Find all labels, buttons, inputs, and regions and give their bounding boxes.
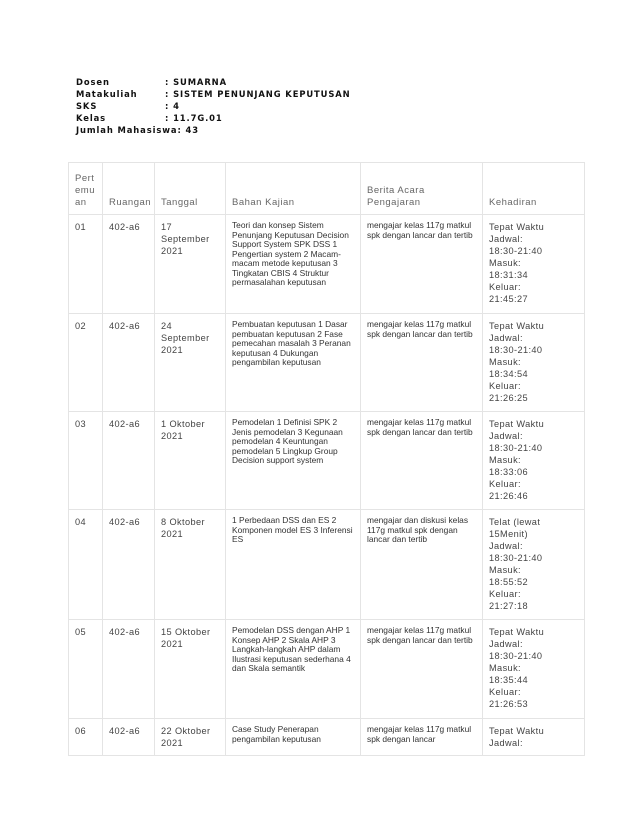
- cell-bahan-kajian: Case Study Penerapan pengambilan keputusan: [226, 719, 361, 756]
- info-label: Jumlah Mahasiswa: [76, 125, 178, 135]
- info-label: Matakuliah: [76, 89, 138, 99]
- info-value: : SUMARNA: [165, 77, 227, 87]
- info-value: : 4: [165, 101, 180, 111]
- cell-pertemuan: 05: [69, 620, 103, 719]
- masuk-label: Masuk:: [489, 455, 522, 465]
- cell-bahan-kajian: Pembuatan keputusan 1 Dasar pembuatan keputusan 2 Fase pemecahan masalah 3 Peranan keputusan 4 Dukungan pengambilan keputusan: [226, 314, 361, 412]
- keluar-label: Keluar:: [489, 479, 521, 489]
- masuk-label: Masuk:: [489, 357, 522, 367]
- table-row: [69, 412, 585, 510]
- masuk-label: Masuk:: [489, 663, 522, 673]
- masuk-label: Masuk:: [489, 565, 522, 575]
- course-info: [76, 76, 351, 136]
- cell-kehadiran: [483, 510, 585, 620]
- cell-tanggal: 17 September 2021: [155, 215, 226, 314]
- jadwal-label: Jadwal:: [489, 431, 523, 441]
- header-kehadiran: Kehadiran: [483, 163, 585, 215]
- cell-tanggal: 24 September 2021: [155, 314, 226, 412]
- cell-berita-acara: mengajar kelas 117g matkul spk dengan lancar dan tertib: [361, 412, 483, 510]
- jadwal-value: 18:30-21:40: [489, 246, 543, 256]
- cell-ruangan: 402-a6: [103, 412, 155, 510]
- header-tanggal: Tanggal: [155, 163, 226, 215]
- header-bahan-kajian: Bahan Kajian: [226, 163, 361, 215]
- cell-tanggal: 1 Oktober 2021: [155, 412, 226, 510]
- cell-kehadiran: [483, 620, 585, 719]
- cell-pertemuan: 03: [69, 412, 103, 510]
- jadwal-value: 18:30-21:40: [489, 651, 543, 661]
- cell-kehadiran: [483, 719, 585, 756]
- attendance-status: Tepat Waktu: [489, 321, 545, 331]
- cell-ruangan: 402-a6: [103, 719, 155, 756]
- cell-ruangan: 402-a6: [103, 620, 155, 719]
- info-value: : SISTEM PENUNJANG KEPUTUSAN: [165, 89, 351, 99]
- cell-bahan-kajian: Pemodelan 1 Definisi SPK 2 Jenis pemodelan 3 Kegunaan pemodelan 4 Keuntungan pemodelan 5 Lingkup Group Decision support system: [226, 412, 361, 510]
- cell-ruangan: 402-a6: [103, 510, 155, 620]
- cell-kehadiran: [483, 215, 585, 314]
- jadwal-value: 18:30-21:40: [489, 553, 543, 563]
- header-berita-acara: Berita Acara Pengajaran: [361, 163, 483, 215]
- cell-tanggal: 8 Oktober 2021: [155, 510, 226, 620]
- cell-tanggal: 15 Oktober 2021: [155, 620, 226, 719]
- header-ruangan: Ruangan: [103, 163, 155, 215]
- jadwal-label: Jadwal:: [489, 738, 523, 748]
- masuk-value: 18:34:54: [489, 369, 528, 379]
- masuk-value: 18:33:06: [489, 467, 528, 477]
- jadwal-value: 18:30-21:40: [489, 443, 543, 453]
- keluar-label: Keluar:: [489, 589, 521, 599]
- table-row: [69, 620, 585, 719]
- jadwal-value: 18:30-21:40: [489, 345, 543, 355]
- attendance-status: Telat (lewat 15Menit): [489, 517, 541, 539]
- cell-ruangan: 402-a6: [103, 215, 155, 314]
- info-label: Dosen: [76, 77, 110, 87]
- keluar-value: 21:26:46: [489, 491, 528, 501]
- cell-bahan-kajian: Pemodelan DSS dengan AHP 1 Konsep AHP 2 Skala AHP 3 Langkah-langkah AHP dalam Ilustrasi keputusan sederhana 4 dan Skala semantik: [226, 620, 361, 719]
- keluar-label: Keluar:: [489, 282, 521, 292]
- table-row: [69, 314, 585, 412]
- info-label: SKS: [76, 101, 98, 111]
- cell-berita-acara: mengajar kelas 117g matkul spk dengan lancar dan tertib: [361, 620, 483, 719]
- masuk-label: Masuk:: [489, 258, 522, 268]
- cell-bahan-kajian: 1 Perbedaan DSS dan ES 2 Komponen model ES 3 Inferensi ES: [226, 510, 361, 620]
- cell-bahan-kajian: Teori dan konsep Sistem Penunjang Keputusan Decision Support System SPK DSS 1 Pengertian system 2 Macam-macam metode keputusan 3 Tingkatan CBIS 4 Struktur permasalahan keputusan: [226, 215, 361, 314]
- cell-pertemuan: 04: [69, 510, 103, 620]
- keluar-label: Keluar:: [489, 381, 521, 391]
- attendance-status: Tepat Waktu: [489, 627, 545, 637]
- cell-berita-acara: mengajar dan diskusi kelas 117g matkul spk dengan lancar dan tertib: [361, 510, 483, 620]
- cell-berita-acara: mengajar kelas 117g matkul spk dengan lancar: [361, 719, 483, 756]
- masuk-value: 18:35:44: [489, 675, 528, 685]
- info-row-sks: [76, 100, 351, 112]
- keluar-value: 21:26:53: [489, 699, 528, 709]
- info-row-jumlah-mahasiswa: [76, 124, 351, 136]
- cell-berita-acara: mengajar kelas 117g matkul spk dengan lancar dan tertib: [361, 314, 483, 412]
- attendance-status: Tepat Waktu: [489, 419, 545, 429]
- cell-ruangan: 402-a6: [103, 314, 155, 412]
- jadwal-label: Jadwal:: [489, 639, 523, 649]
- info-value: : 11.7G.01: [165, 113, 223, 123]
- masuk-value: 18:55:52: [489, 577, 528, 587]
- info-row-dosen: [76, 76, 351, 88]
- info-value: : 43: [177, 125, 199, 135]
- masuk-value: 18:31:34: [489, 270, 528, 280]
- keluar-value: 21:26:25: [489, 393, 528, 403]
- keluar-label: Keluar:: [489, 687, 521, 697]
- table-row: [69, 510, 585, 620]
- jadwal-label: Jadwal:: [489, 541, 523, 551]
- attendance-table: [68, 162, 585, 756]
- cell-kehadiran: [483, 412, 585, 510]
- info-label: Kelas: [76, 113, 107, 123]
- keluar-value: 21:27:18: [489, 601, 528, 611]
- jadwal-label: Jadwal:: [489, 234, 523, 244]
- header-pertemuan: Pertemuan: [69, 163, 103, 215]
- cell-kehadiran: [483, 314, 585, 412]
- table-row: [69, 215, 585, 314]
- info-row-matakuliah: [76, 88, 351, 100]
- cell-tanggal: 22 Oktober 2021: [155, 719, 226, 756]
- cell-berita-acara: mengajar kelas 117g matkul spk dengan lancar dan tertib: [361, 215, 483, 314]
- cell-pertemuan: 01: [69, 215, 103, 314]
- info-row-kelas: [76, 112, 351, 124]
- jadwal-label: Jadwal:: [489, 333, 523, 343]
- cell-pertemuan: 06: [69, 719, 103, 756]
- table-row: [69, 719, 585, 756]
- attendance-status: Tepat Waktu: [489, 222, 545, 232]
- cell-pertemuan: 02: [69, 314, 103, 412]
- attendance-status: Tepat Waktu: [489, 726, 545, 736]
- keluar-value: 21:45:27: [489, 294, 528, 304]
- table-header-row: [69, 163, 585, 215]
